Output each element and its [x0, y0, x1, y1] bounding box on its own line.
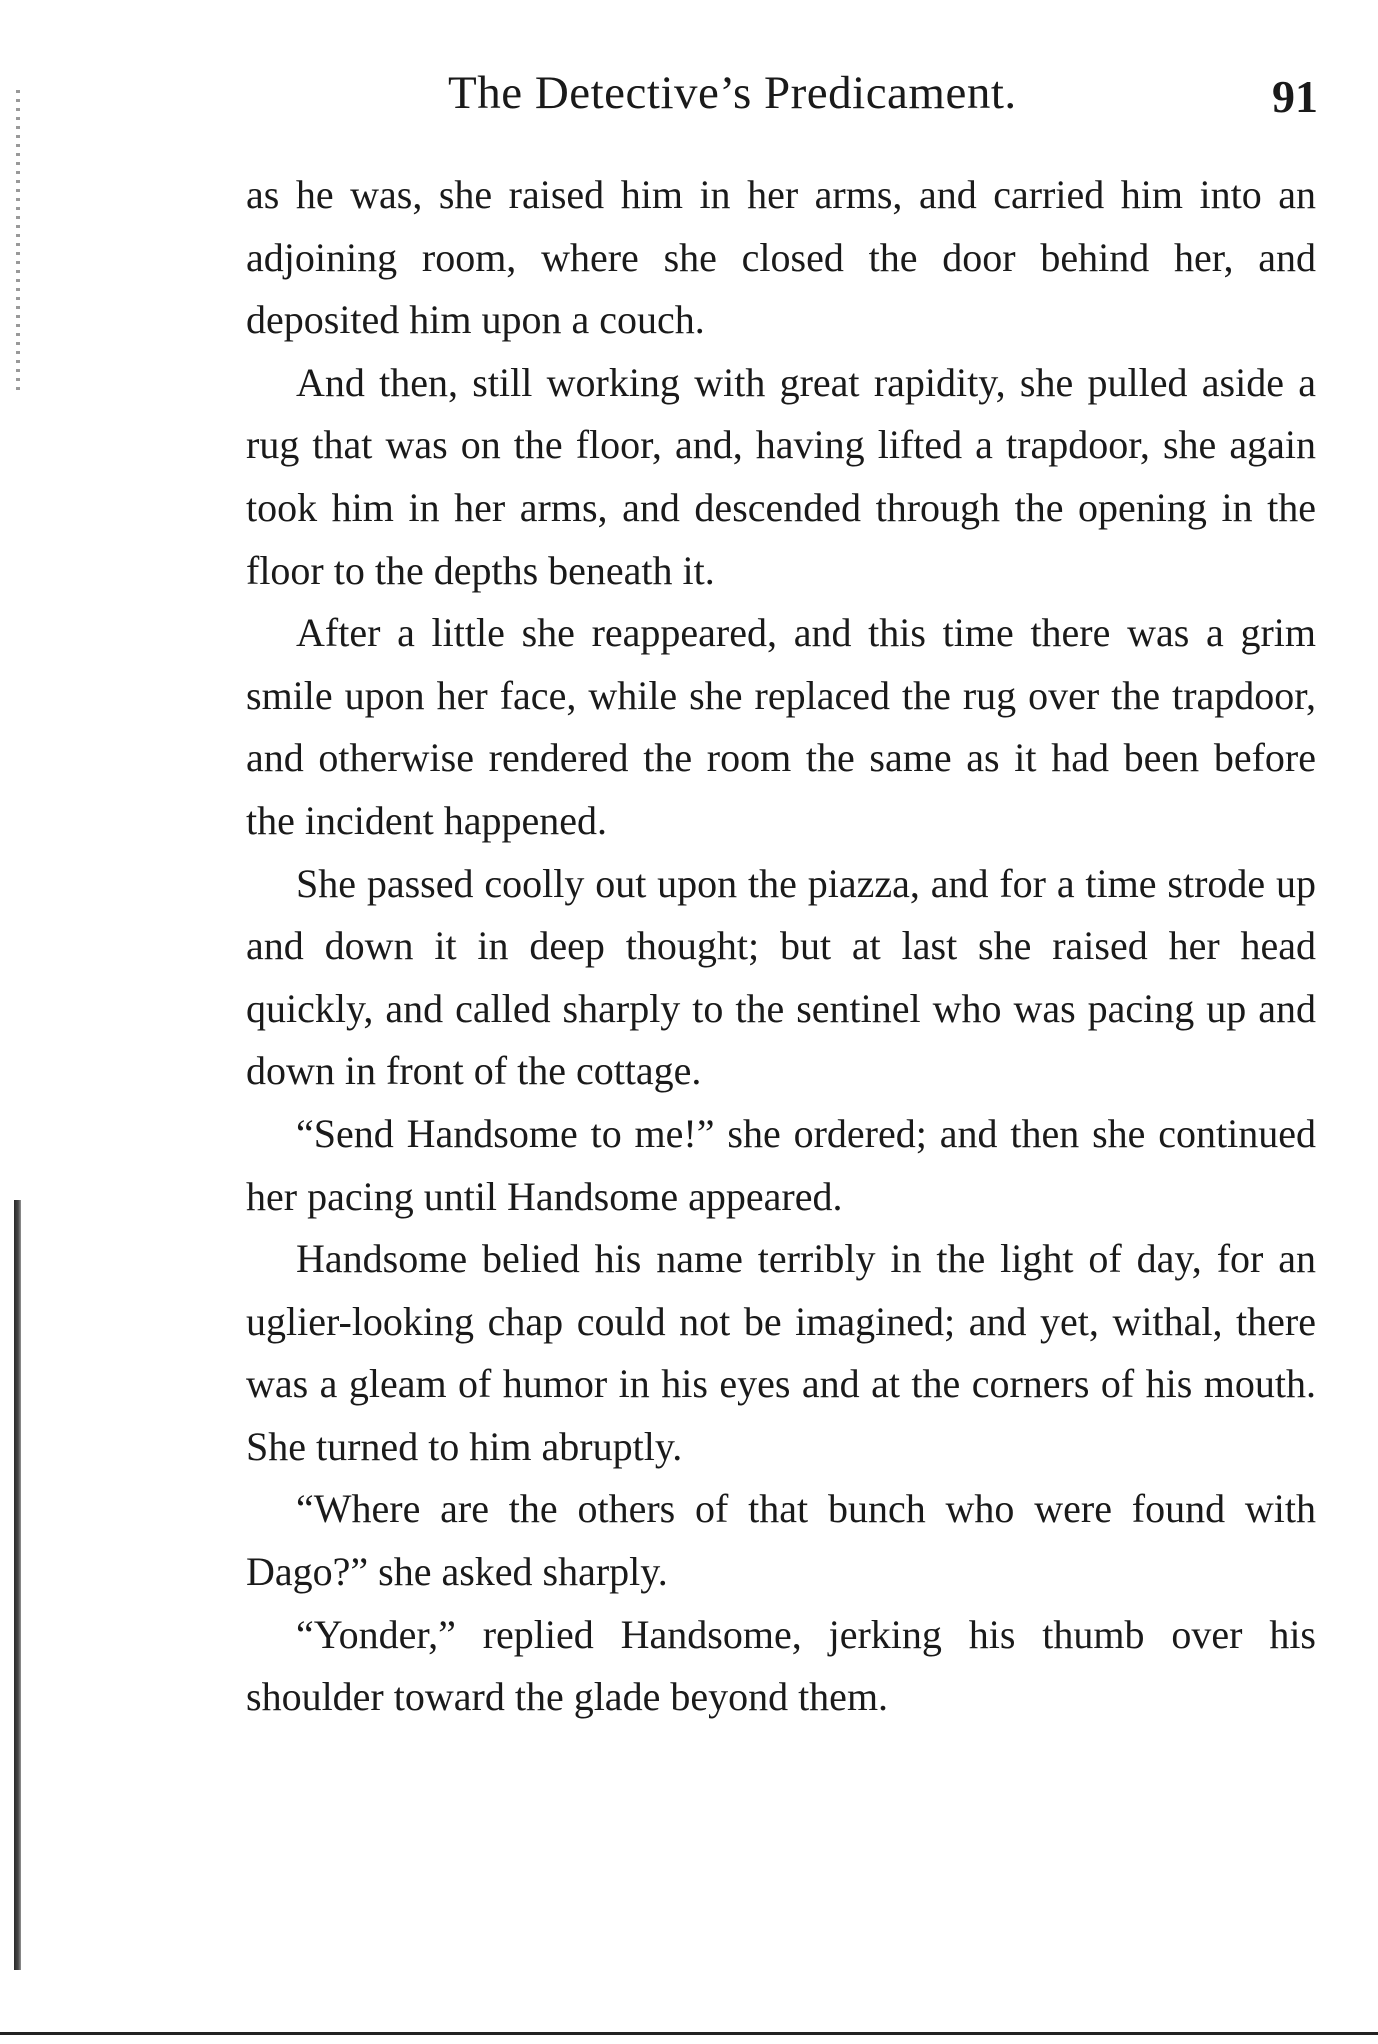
paragraph: After a little she reappeared, and this time there was a grim smile upon her face, while she replaced the rug over the trapdoor, and otherwise rendered the room the same as it had been before the incident happened. [246, 610, 1316, 843]
paragraph: Handsome belied his name terribly in the light of day, for an uglier-looking chap could not be imagined; and yet, withal, there was a gleam of humor in his eyes and at the corners of his mouth. She turned to him abruptly. [246, 1236, 1316, 1469]
running-head [248, 66, 1318, 136]
paragraph: She passed coolly out upon the piazza, and for a time strode up and down it in deep thought; but at last she raised her head quickly, and called sharply to the sentinel who was pacing up and down in front of the cottage. [246, 860, 1316, 1094]
binding-shadow [14, 1200, 21, 1970]
paragraph: “Yonder,” replied Handsome, jerking his thumb over his shoulder toward the glade beyond them. [246, 1611, 1316, 1720]
paragraph-continued: as he was, she raised him in her arms, and carried him into an adjoining room, where she closed the door behind her, and deposited him upon a couch. [246, 172, 1316, 343]
paragraph: “Where are the others of that bunch who were found with Dago?” she asked sharply. [246, 1486, 1316, 1595]
bottom-rule [0, 2032, 1378, 2035]
page-number: 91 [1272, 71, 1318, 122]
binding-shadow-top [16, 90, 20, 390]
running-title: The Detective’s Predicament. [448, 67, 1017, 119]
paragraph: “Send Handsome to me!” she ordered; and then she continued her pacing until Handsome appeared. [246, 1110, 1316, 1219]
body-text [246, 164, 1316, 1729]
paragraph: And then, still working with great rapidity, she pulled aside a rug that was on the floor, and, having lifted a trapdoor, she again took him in her arms, and descended through the opening in the floor to the depths beneath it. [246, 359, 1316, 593]
